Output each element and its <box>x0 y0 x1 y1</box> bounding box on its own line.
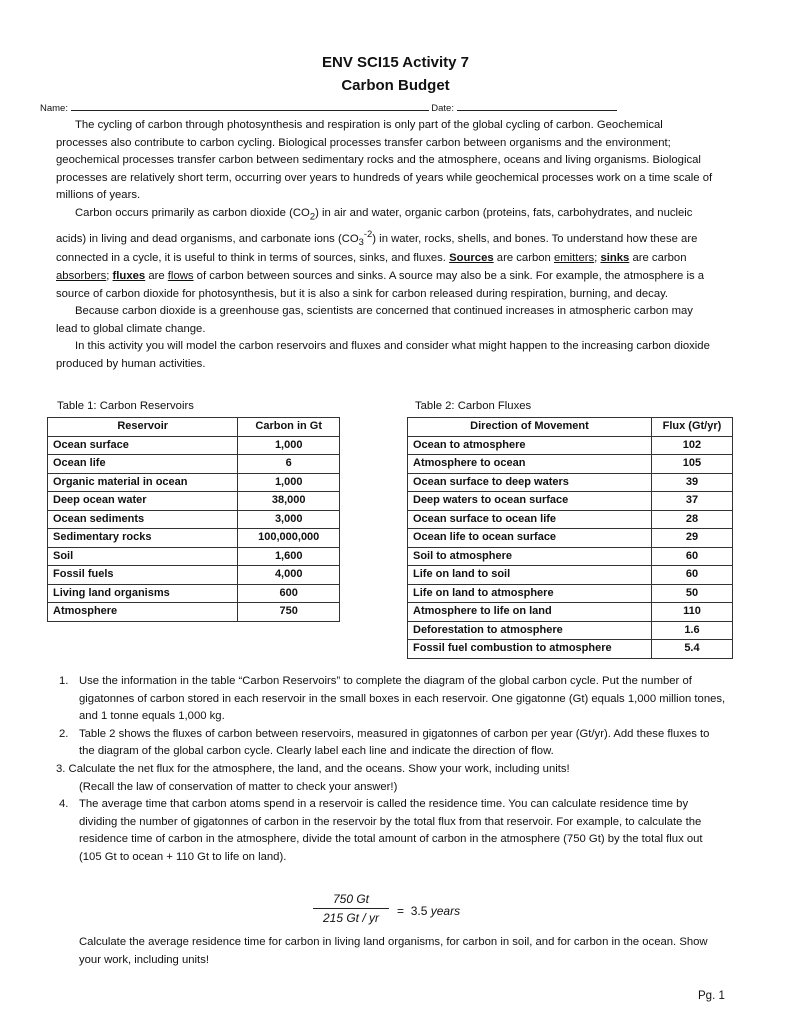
row-value: 1,000 <box>238 436 340 455</box>
table-row <box>48 510 340 529</box>
table-row <box>48 436 340 455</box>
table2-caption: Table 2: Carbon Fluxes <box>415 400 532 412</box>
intro-paragraph-4: In this activity you will model the carbon reservoirs and fluxes and consider what might happen to the increasing carbon dioxide produced by human activities. <box>56 340 710 370</box>
page-subtitle: Carbon Budget <box>341 77 450 94</box>
term-sources: Sources <box>449 252 494 265</box>
row-label: Ocean life <box>48 455 238 474</box>
row-value: 3,000 <box>238 510 340 529</box>
row-label: Atmosphere to life on land <box>408 603 652 622</box>
table-row <box>48 584 340 603</box>
row-label: Life on land to atmosphere <box>408 584 652 603</box>
table-row <box>48 455 340 474</box>
row-value: 5.4 <box>651 640 732 659</box>
row-label: Ocean to atmosphere <box>408 436 652 455</box>
table1-header-1: Carbon in Gt <box>238 418 340 437</box>
table-row <box>48 492 340 511</box>
row-value: 60 <box>651 566 732 585</box>
table-row <box>408 510 733 529</box>
intro-text <box>56 117 716 374</box>
table-row <box>48 529 340 548</box>
table1-caption: Table 1: Carbon Reservoirs <box>57 400 194 412</box>
row-value: 1.6 <box>651 621 732 640</box>
term-flows: flows <box>167 270 194 283</box>
name-date-line <box>40 101 740 114</box>
row-value: 1,000 <box>238 473 340 492</box>
residence-time-result: = 3.5 years <box>397 904 461 918</box>
table-row <box>408 547 733 566</box>
row-label: Organic material in ocean <box>48 473 238 492</box>
table2-header-1: Flux (Gt/yr) <box>651 418 732 437</box>
term-emitters: emitters <box>553 252 595 265</box>
row-label: Soil to atmosphere <box>408 547 652 566</box>
question-3: 3. Calculate the net flux for the atmosphere, the land, and the oceans. Show your work, including units! (Recall the law of conservation of matter to check your answer!) <box>56 762 570 793</box>
row-label: Soil <box>48 547 238 566</box>
intro-paragraph-3: Because carbon dioxide is a greenhouse gas, scientists are concerned that continued increases in atmospheric carbon may lead to global climate change. <box>56 305 693 335</box>
row-label: Living land organisms <box>48 584 238 603</box>
table-row <box>408 473 733 492</box>
table-row <box>408 584 733 603</box>
row-label: Deforestation to atmosphere <box>408 621 652 640</box>
table-row <box>48 473 340 492</box>
table-row <box>408 566 733 585</box>
residence-time-fraction <box>313 892 389 925</box>
question-4-task: Calculate the average residence time for carbon in living land organisms, for carbon in soil, and for carbon in the ocean. Show your work, including units! <box>79 936 708 966</box>
page-title: ENV SCI15 Activity 7 <box>321 54 469 71</box>
row-label: Atmosphere <box>48 603 238 622</box>
date-blank[interactable] <box>457 101 617 111</box>
row-label: Ocean sediments <box>48 510 238 529</box>
row-value: 102 <box>651 436 732 455</box>
date-label: Date: <box>431 103 454 114</box>
term-sinks: sinks <box>600 252 630 265</box>
name-label: Name: <box>40 103 68 114</box>
table2-header-0: Direction of Movement <box>408 418 652 437</box>
row-label: Atmosphere to ocean <box>408 455 652 474</box>
row-value: 600 <box>238 584 340 603</box>
row-label: Deep waters to ocean surface <box>408 492 652 511</box>
row-value: 37 <box>651 492 732 511</box>
row-value: 1,600 <box>238 547 340 566</box>
row-value: 6 <box>238 455 340 474</box>
question-2: 2. Table 2 shows the fluxes of carbon between reservoirs, measured in gigatonnes of carbon per year (Gt/yr). Add these fluxes to the diagram of the global carbon cycle. Clearly label each line and indicate the direction of flow. <box>59 727 710 758</box>
questions <box>56 673 726 867</box>
row-value: 105 <box>651 455 732 474</box>
table-row <box>408 436 733 455</box>
row-label: Fossil fuels <box>48 566 238 585</box>
row-label: Life on land to soil <box>408 566 652 585</box>
row-label: Ocean surface <box>48 436 238 455</box>
intro-paragraph-1: The cycling of carbon through photosynthesis and respiration is only part of the global cycling of carbon. Geochemical processes also contribute to carbon cycling. Biological processes transfer carbon between organisms and the environment; geochemical processes transfer carbon between sedimentary rocks and the atmosphere, oceans and living organisms. Biological processes are relatively short term, occurring over years to hundreds of years while geochemical processes work on a time scale of millions of years. <box>56 119 713 202</box>
table-row <box>408 492 733 511</box>
fraction-denominator: 215 Gt / yr <box>322 911 380 925</box>
page-number: Pg. 1 <box>698 990 725 1002</box>
name-blank[interactable] <box>71 101 429 111</box>
question-1: 1. Use the information in the table “Carbon Reservoirs” to complete the diagram of the global carbon cycle. Put the number of gigatonnes of carbon stored in each reservoir in the small boxes in each reservoir. One gigatonne (Gt) equals 1,000 million tones, and 1 tonne equals 1,000 kg. <box>59 675 726 723</box>
carbon-reservoirs-table <box>47 417 340 622</box>
row-label: Ocean life to ocean surface <box>408 529 652 548</box>
table-row <box>48 603 340 622</box>
row-label: Ocean surface to ocean life <box>408 510 652 529</box>
fraction-numerator: 750 Gt <box>313 892 389 909</box>
carbon-fluxes-table <box>407 417 733 659</box>
row-value: 28 <box>651 510 732 529</box>
table-row <box>408 455 733 474</box>
table-row <box>408 640 733 659</box>
table-row <box>408 529 733 548</box>
table-row <box>48 566 340 585</box>
table-row <box>408 621 733 640</box>
term-absorbers: absorbers <box>56 270 107 283</box>
term-fluxes: fluxes <box>112 270 146 283</box>
table-row <box>48 547 340 566</box>
row-value: 29 <box>651 529 732 548</box>
intro-paragraph-2: Carbon occurs primarily as carbon dioxide $(CO_2)$ in air and water, organic carbon (proteins, fats, carbohydrates, and nucleic acids) in living and dead organisms, and carbonate ions $(CO_3^{-2})$ in water, rocks, shells, and bones. To understand how these are connected in a cycle, it is useful to think in terms of sources, sinks, and fluxes. Sources are carbon emitters; sinks are carbon absorbers; fluxes are flows of carbon between sources and sinks. A source may also be a sink. For example, the atmosphere is a source of carbon dioxide for photosynthesis, but it is also a sink for carbon released during respiration, burning, and decay. <box>56 206 705 300</box>
row-value: 4,000 <box>238 566 340 585</box>
row-value: 60 <box>651 547 732 566</box>
row-label: Ocean surface to deep waters <box>408 473 652 492</box>
row-value: 39 <box>651 473 732 492</box>
row-value: 750 <box>238 603 340 622</box>
row-value: 110 <box>651 603 732 622</box>
row-value: 100,000,000 <box>238 529 340 548</box>
row-value: 50 <box>651 584 732 603</box>
question-4: 4. The average time that carbon atoms spend in a reservoir is called the residence time. You can calculate residence time by dividing the number of gigatonnes of carbon in the reservoir by the total flux from that reservoir. For example, to calculate the residence time of carbon in the atmosphere, divide the total amount of carbon in the atmosphere (750 Gt) by the total flux out (105 Gt to ocean + 110 Gt to life on land). <box>59 798 703 863</box>
table1-header-0: Reservoir <box>48 418 238 437</box>
row-value: 38,000 <box>238 492 340 511</box>
table-row <box>408 603 733 622</box>
row-label: Deep ocean water <box>48 492 238 511</box>
row-label: Sedimentary rocks <box>48 529 238 548</box>
row-label: Fossil fuel combustion to atmosphere <box>408 640 652 659</box>
